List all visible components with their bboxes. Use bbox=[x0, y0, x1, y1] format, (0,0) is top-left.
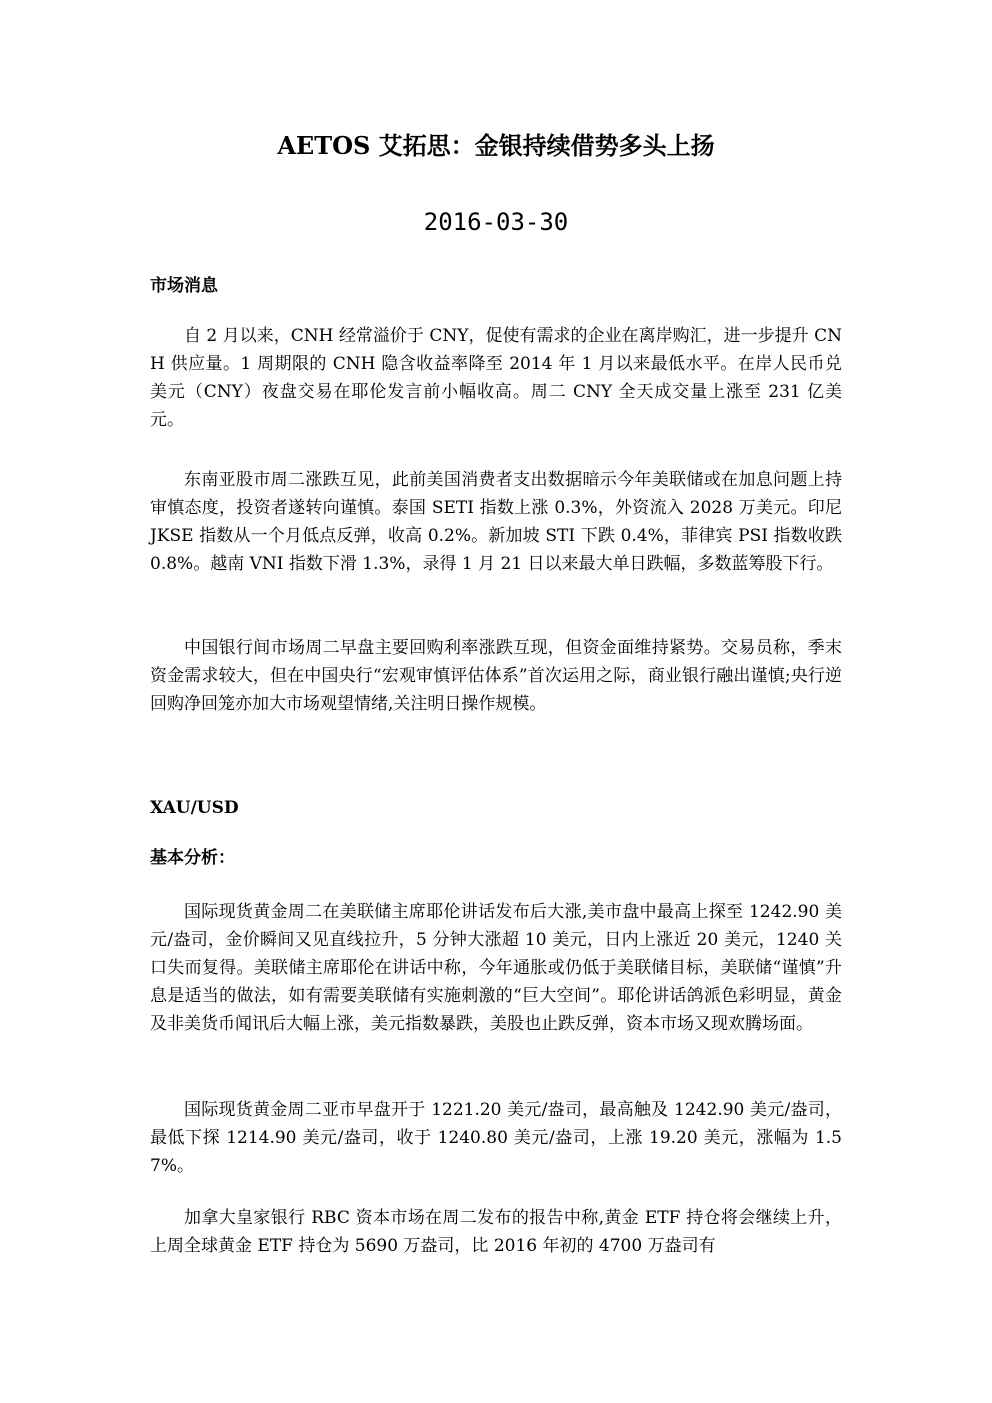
market-paragraph-2: 东南亚股市周二涨跌互见，此前美国消费者支出数据暗示今年美联储或在加息问题上持审慎态度，投资者遂转向谨慎。泰国 SETI 指数上涨 0.3%，外资流入 2028 万美元。印尼 JKSE 指数从一个月低点反弹，收高 0.2%。新加坡 STI 下跌 0.4%，菲律宾 PSI 指数收跌 0.8%。越南 VNI 指数下滑 1.3%，录得 1 月 21 日以来最大单日跌幅，多数蓝筹股下行。 bbox=[150, 470, 842, 574]
section-heading-market: 市场消息 bbox=[150, 276, 218, 296]
xau-paragraph-3: 加拿大皇家银行 RBC 资本市场在周二发布的报告中称,黄金 ETF 持仓将会继续上升，上周全球黄金 ETF 持仓为 5690 万盎司，比 2016 年初的 4700 万盎司有 bbox=[150, 1208, 842, 1256]
market-paragraph-1: 自 2 月以来，CNH 经常溢价于 CNY，促使有需求的企业在离岸购汇，进一步提升 CNH 供应量。1 周期限的 CNH 隐含收益率降至 2014 年 1 月以来最低水平。在岸人民币兑美元（CNY）夜盘交易在耶伦发言前小幅收高。周二 CNY 全天成交量上涨至 231 亿美元。 bbox=[150, 326, 842, 430]
xau-paragraph-1: 国际现货黄金周二在美联储主席耶伦讲话发布后大涨,美市盘中最高上探至 1242.90 美元/盎司，金价瞬间又见直线拉升，5 分钟大涨超 10 美元，日内上涨近 20 美元，1240 关口失而复得。美联储主席耶伦在讲话中称，今年通胀或仍低于美联储目标，美联储“谨慎”升息是适当的做法，如有需要美联储有实施刺激的“巨大空间”。耶伦讲话鸽派色彩明显，黄金及非美货币闻讯后大幅上涨，美元指数暴跌，美股也止跌反弹，资本市场又现欢腾场面。 bbox=[150, 902, 842, 1034]
section-heading-xau-usd: XAU/USD bbox=[150, 798, 239, 818]
xau-paragraph-2: 国际现货黄金周二亚市早盘开于 1221.20 美元/盎司，最高触及 1242.90 美元/盎司，最低下探 1214.90 美元/盎司，收于 1240.80 美元/盎司，上涨 19.20 美元，涨幅为 1.57%。 bbox=[150, 1100, 842, 1176]
document-date: 2016-03-30 bbox=[423, 208, 569, 236]
market-paragraph-3: 中国银行间市场周二早盘主要回购利率涨跌互现，但资金面维持紧势。交易员称，季末资金需求较大，但在中国央行“宏观审慎评估体系”首次运用之际，商业银行融出谨慎;央行逆回购净回笼亦加大市场观望情绪,关注明日操作规模。 bbox=[150, 638, 842, 714]
document-title: AETOS 艾拓思：金银持续借势多头上扬 bbox=[277, 131, 715, 160]
subheading-fundamental-analysis: 基本分析： bbox=[150, 848, 235, 868]
